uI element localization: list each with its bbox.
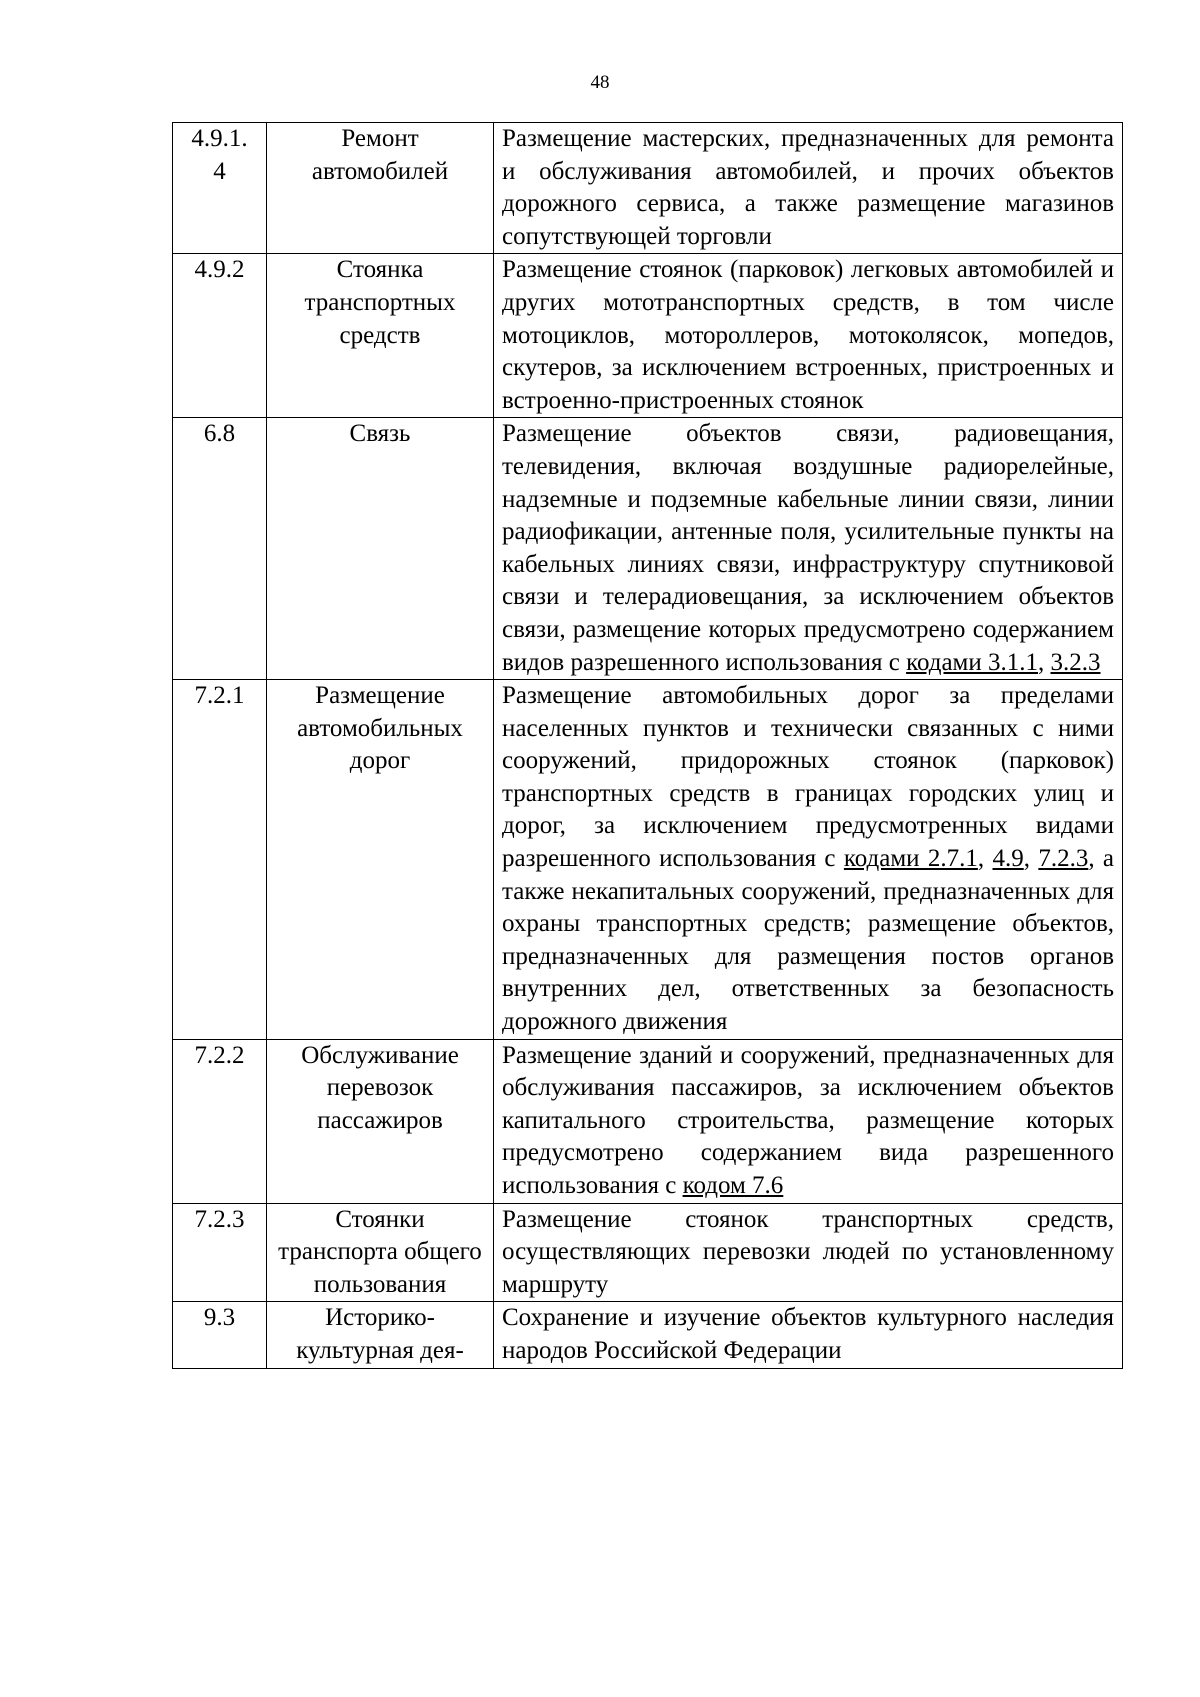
code-link[interactable]: кодом 7.6 bbox=[682, 1172, 784, 1199]
row-code: 7.2.3 bbox=[173, 1203, 267, 1302]
separator: , bbox=[1038, 648, 1051, 676]
table-row bbox=[173, 680, 1123, 1040]
row-name: Размещение автомобильных дорог bbox=[267, 680, 494, 1040]
code-link[interactable]: 7.2.3 bbox=[1038, 845, 1089, 873]
row-code bbox=[173, 123, 267, 254]
table-row bbox=[173, 418, 1123, 680]
table-row bbox=[173, 1039, 1123, 1203]
row-name: Стоянки транспорта общего пользования bbox=[267, 1203, 494, 1302]
row-code-text: 4.9.1. 4 bbox=[191, 125, 248, 185]
row-description: Размещение мастерских, предназначенных для ремонта и обслуживания автомобилей, и прочих объектов дорожного сервиса, а также размещение магазинов сопутствующей торговли bbox=[494, 123, 1123, 254]
page-number: 48 bbox=[590, 72, 610, 93]
code-link[interactable]: 3.2.3 bbox=[1050, 648, 1101, 676]
row-description: Размещение стоянок транспортных средств, осуществляющих перевозки людей по установленному маршруту bbox=[494, 1203, 1123, 1302]
table-row bbox=[173, 1203, 1123, 1302]
row-code: 4.9.2 bbox=[173, 254, 267, 418]
table-row bbox=[173, 123, 1123, 254]
description-text: , а также некапитальных сооружений, предназначенных для охраны транспортных средств; размещение объектов, предназначенных для размещения постов органов внутренних дел, ответственных за безопасность дорожного движения bbox=[502, 845, 1115, 1036]
description-text: Размещение автомобильных дорог за пределами населенных пунктов и технически связанных с ними сооружений, придорожных стоянок (парковок) транспортных средств в границах городских улиц и дорог, за исключением предусмотренных видами разрешенного использования с bbox=[502, 682, 1114, 873]
row-description: Сохранение и изучение объектов культурного наследия народов Российской Федерации bbox=[494, 1302, 1123, 1368]
row-code: 7.2.2 bbox=[173, 1039, 267, 1203]
row-name: Историко-культурная дея- bbox=[267, 1302, 494, 1368]
row-name: Стоянка транспортных средств bbox=[267, 254, 494, 418]
description-text: Размещение зданий и сооружений, предназначенных для обслуживания пассажиров, за исключением объектов капитального строительства, размещение которых предусмотрено содержанием вида разрешенного использования с bbox=[502, 1041, 1114, 1199]
description-text: Размещение объектов связи, радиовещания, телевидения, включая воздушные радиорелейные, надземные и подземные кабельные линии связи, линии радиофикации, антенные поля, усилительные пункты на кабельных линиях связи, инфраструктуру спутниковой связи и телерадиовещания, за исключением объектов связи, размещение которых предусмотрено содержанием видов разрешенного использования с bbox=[502, 420, 1114, 676]
land-use-table bbox=[172, 122, 1123, 1369]
row-description bbox=[494, 680, 1123, 1040]
table-row bbox=[173, 1302, 1123, 1368]
table-row bbox=[173, 254, 1123, 418]
row-name: Ремонт автомобилей bbox=[267, 123, 494, 254]
row-code: 7.2.1 bbox=[173, 680, 267, 1040]
separator: , bbox=[1023, 845, 1039, 873]
code-link[interactable]: кодами 3.1.1 bbox=[906, 648, 1038, 676]
row-description bbox=[494, 418, 1123, 680]
row-name: Связь bbox=[267, 418, 494, 680]
separator: , bbox=[977, 845, 993, 873]
row-code: 6.8 bbox=[173, 418, 267, 680]
row-description: Размещение стоянок (парковок) легковых автомобилей и других мототранспортных средств, в том числе мотоциклов, мотороллеров, мотоколясок, мопедов, скутеров, за исключением встроенных, пристроенных и встроенно-пристроенных стоянок bbox=[494, 254, 1123, 418]
row-code: 9.3 bbox=[173, 1302, 267, 1368]
row-name: Обслуживание перевозок пассажиров bbox=[267, 1039, 494, 1203]
code-link[interactable]: кодами 2.7.1 bbox=[843, 845, 978, 873]
code-link[interactable]: 4.9 bbox=[992, 845, 1024, 873]
row-description bbox=[494, 1039, 1123, 1203]
